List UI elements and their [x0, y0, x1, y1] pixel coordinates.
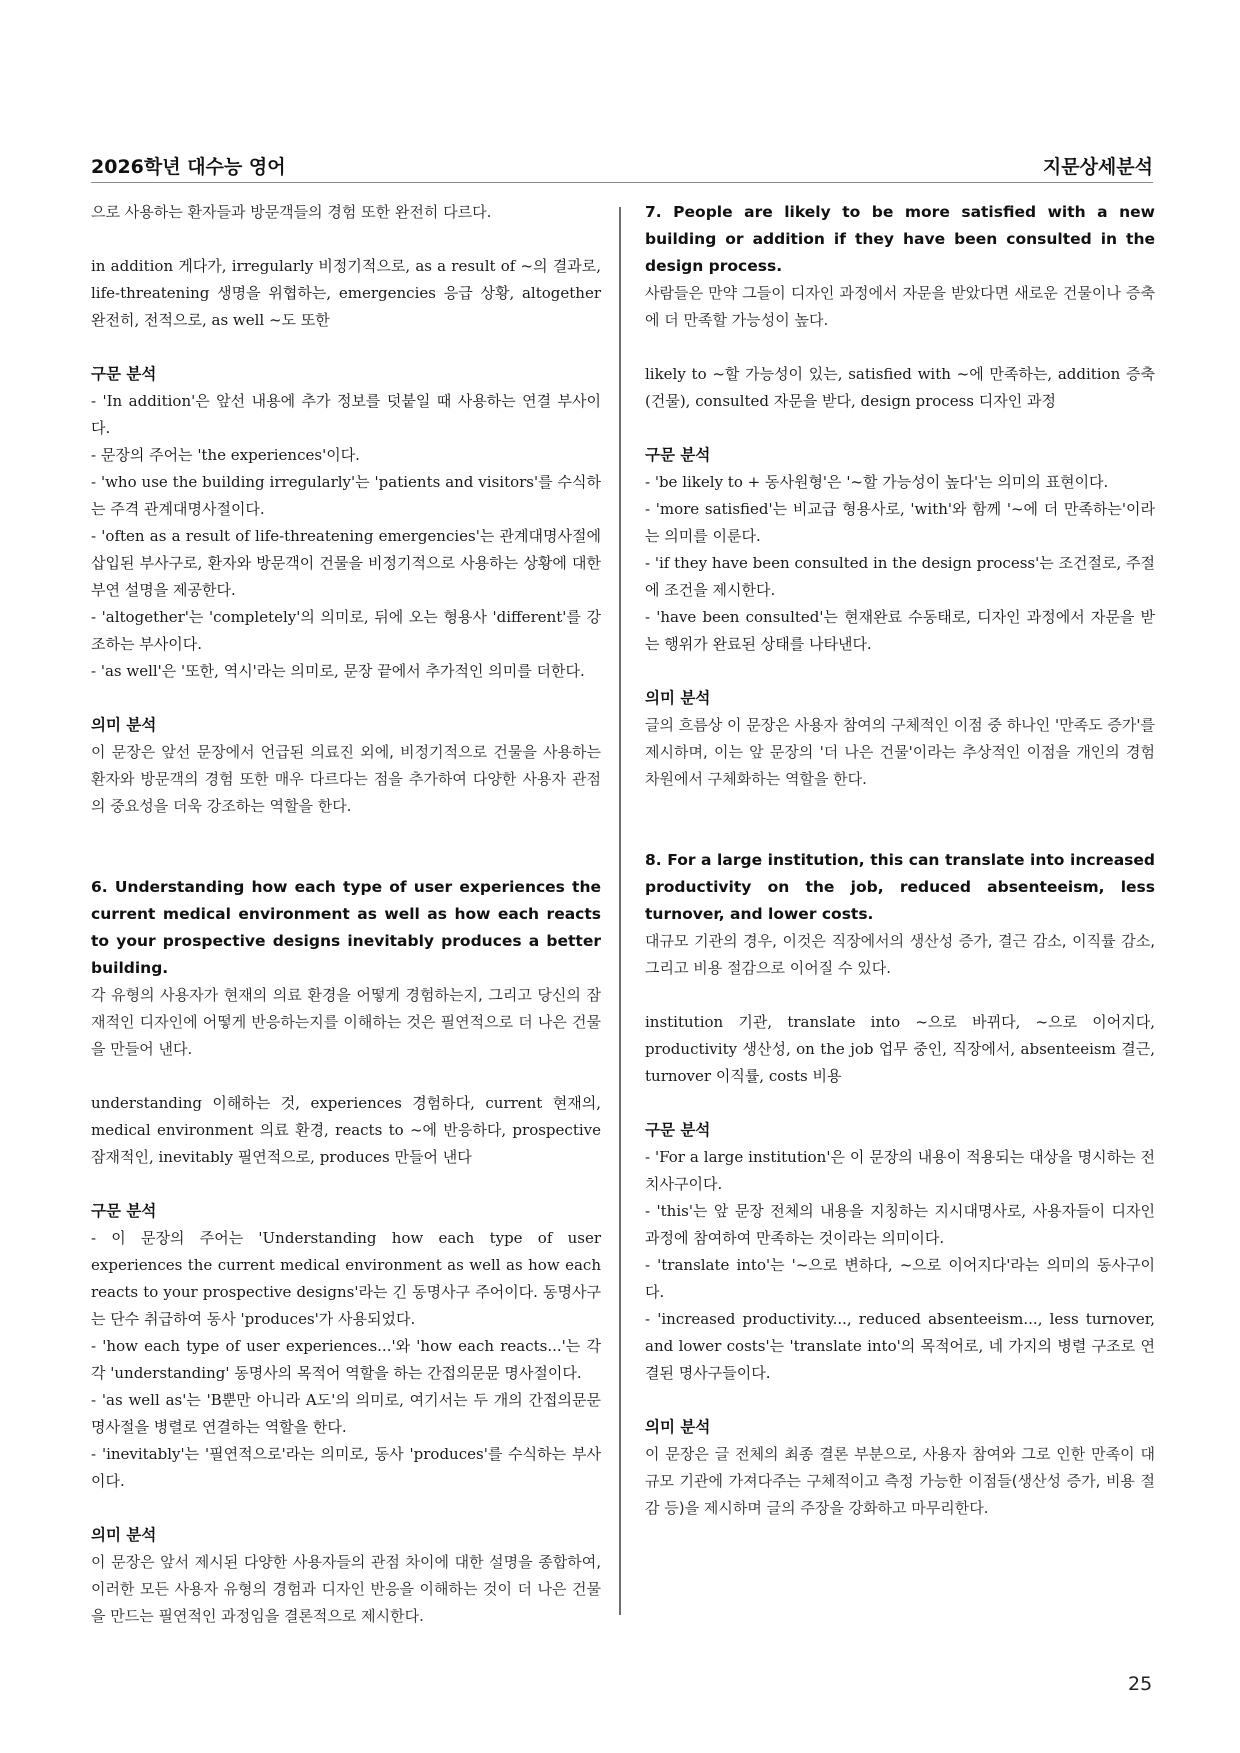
syntax-item: - 문장의 주어는 'the experiences'이다. — [91, 446, 360, 464]
syntax-item: - 'who use the building irregularly'는 'patients and visitors'를 수식하는 주격 관계대명사절이다. — [91, 473, 601, 518]
section-label: 지문상세분석 — [1042, 155, 1153, 178]
continuation-text: 으로 사용하는 환자들과 방문객들의 경험 또한 완전히 다르다. — [91, 203, 492, 221]
meaning-text-8: 이 문장은 글 전체의 최종 결론 부분으로, 사용자 참여와 그로 인한 만족이 대규모 기관에 가져다주는 구체적이고 측정 가능한 이점들(생산성 증가, 비용 절감 등)을 제시하며 글의 주장을 강화하고 마무리한다. — [645, 1445, 1155, 1517]
syntax-item: - 'altogether'는 'completely'의 의미로, 뒤에 오는 형용사 'different'를 강조하는 부사이다. — [91, 608, 601, 653]
page-number: 25 — [1128, 1673, 1153, 1695]
meaning-text-5: 이 문장은 앞선 문장에서 언급된 의료진 외에, 비정기적으로 건물을 사용하는 환자와 방문객의 경험 또한 매우 다르다는 점을 추가하여 다양한 사용자 관점의 중요성을 더욱 강조하는 역할을 한다. — [91, 743, 601, 815]
syntax-heading-5: 구문 분석 — [91, 365, 157, 383]
column-divider — [619, 207, 621, 1615]
header-divider — [91, 182, 1153, 183]
document-title: 2026학년 대수능 영어 — [91, 155, 286, 178]
syntax-item: - 'increased productivity..., reduced absenteeism..., less turnover, and lower costs'는 'translate into'의 목적어로, 네 가지의 병렬 구조로 연결된 명사구들이다. — [645, 1310, 1155, 1382]
syntax-heading-7: 구문 분석 — [645, 446, 711, 464]
meaning-heading-8: 의미 분석 — [645, 1418, 711, 1436]
syntax-item: - 'this'는 앞 문장 전체의 내용을 지칭하는 지시대명사로, 사용자들이 디자인 과정에 참여하여 만족하는 것이라는 의미이다. — [645, 1202, 1155, 1247]
vocab-list-6: understanding 이해하는 것, experiences 경험하다, current 현재의, medical environment 의료 환경, reacts to ~에 반응하다, prospective 잠재적인, inevitably 필연적으로, produces 만들어 낸다 — [91, 1094, 601, 1166]
syntax-item: - 'inevitably'는 '필연적으로'라는 의미로, 동사 'produces'를 수식하는 부사이다. — [91, 1445, 601, 1490]
syntax-item: - 이 문장의 주어는 'Understanding how each type of user experiences the current medical environment as well as how each reacts to your prospective designs'라는 긴 동명사구 주어이다. 동명사구는 단수 취급하여 동사 'produces'가 사용되었다. — [91, 1229, 601, 1328]
syntax-item: - 'as well as'는 'B뿐만 아니라 A도'의 의미로, 여기서는 두 개의 간접의문문 명사절을 병렬로 연결하는 역할을 한다. — [91, 1391, 601, 1436]
left-column — [91, 199, 601, 1630]
page-header — [91, 148, 1153, 182]
meaning-heading-6: 의미 분석 — [91, 1526, 157, 1544]
syntax-item: - 'as well'은 '또한, 역시'라는 의미로, 문장 끝에서 추가적인 의미를 더한다. — [91, 662, 585, 680]
sentence-8-korean: 대규모 기관의 경우, 이것은 직장에서의 생산성 증가, 결근 감소, 이직률 감소, 그리고 비용 절감으로 이어질 수 있다. — [645, 932, 1155, 977]
meaning-text-6: 이 문장은 앞서 제시된 다양한 사용자들의 관점 차이에 대한 설명을 종합하여, 이러한 모든 사용자 유형의 경험과 디자인 반응을 이해하는 것이 더 나은 건물을 만드는 필연적인 과정임을 결론적으로 제시한다. — [91, 1553, 601, 1625]
syntax-item: - 'For a large institution'은 이 문장의 내용이 적용되는 대상을 명시하는 전치사구이다. — [645, 1148, 1155, 1193]
syntax-item: - 'if they have been consulted in the design process'는 조건절로, 주절에 조건을 제시한다. — [645, 554, 1155, 599]
syntax-item: - 'be likely to + 동사원형'은 '~할 가능성이 높다'는 의미의 표현이다. — [645, 473, 1109, 491]
syntax-item: - 'translate into'는 '~으로 변하다, ~으로 이어지다'라는 의미의 동사구이다. — [645, 1256, 1155, 1301]
syntax-item: - 'more satisfied'는 비교급 형용사로, 'with'와 함께 '~에 더 만족하는'이라는 의미를 이룬다. — [645, 500, 1155, 545]
vocab-list-8: institution 기관, translate into ~으로 바뀌다, ~으로 이어지다, productivity 생산성, on the job 업무 중인, 직장에서, absenteeism 결근, turnover 이직률, costs 비용 — [645, 1013, 1155, 1085]
vocab-list-5: in addition 게다가, irregularly 비정기적으로, as a result of ~의 결과로, life-threatening 생명을 위협하는, emergencies 응급 상황, altogether 완전히, 전적으로, as well ~도 또한 — [91, 257, 601, 329]
syntax-heading-8: 구문 분석 — [645, 1121, 711, 1139]
sentence-7-english: 7. People are likely to be more satisfied with a new building or addition if they have been consulted in the design process. — [645, 203, 1155, 275]
syntax-item: - 'In addition'은 앞선 내용에 추가 정보를 덧붙일 때 사용하는 연결 부사이다. — [91, 392, 601, 437]
vocab-list-7: likely to ~할 가능성이 있는, satisfied with ~에 만족하는, addition 증축 (건물), consulted 자문을 받다, design process 디자인 과정 — [645, 365, 1155, 410]
right-column — [645, 199, 1155, 1522]
meaning-heading-5: 의미 분석 — [91, 716, 157, 734]
syntax-item: - 'how each type of user experiences...'와 'how each reacts...'는 각각 'understanding' 동명사의 목적어 역할을 하는 간접의문문 명사절이다. — [91, 1337, 601, 1382]
meaning-heading-7: 의미 분석 — [645, 689, 711, 707]
syntax-item: - 'have been consulted'는 현재완료 수동태로, 디자인 과정에서 자문을 받는 행위가 완료된 상태를 나타낸다. — [645, 608, 1155, 653]
sentence-6-korean: 각 유형의 사용자가 현재의 의료 환경을 어떻게 경험하는지, 그리고 당신의 잠재적인 디자인에 어떻게 반응하는지를 이해하는 것은 필연적으로 더 나은 건물을 만들어 낸다. — [91, 986, 601, 1058]
meaning-text-7: 글의 흐름상 이 문장은 사용자 참여의 구체적인 이점 중 하나인 '만족도 증가'를 제시하며, 이는 앞 문장의 '더 나은 건물'이라는 추상적인 이점을 개인의 경험 차원에서 구체화하는 역할을 한다. — [645, 716, 1155, 788]
syntax-item: - 'often as a result of life-threatening emergencies'는 관계대명사절에 삽입된 부사구로, 환자와 방문객이 건물을 비정기적으로 사용하는 상황에 대한 부연 설명을 제공한다. — [91, 527, 601, 599]
syntax-heading-6: 구문 분석 — [91, 1202, 157, 1220]
sentence-7-korean: 사람들은 만약 그들이 디자인 과정에서 자문을 받았다면 새로운 건물이나 증축에 더 만족할 가능성이 높다. — [645, 284, 1155, 329]
sentence-8-english: 8. For a large institution, this can translate into increased productivity on the job, reduced absenteeism, less turnover, and lower costs. — [645, 851, 1155, 923]
sentence-6-english: 6. Understanding how each type of user experiences the current medical environment as well as how each reacts to your prospective designs inevitably produces a better building. — [91, 878, 601, 977]
